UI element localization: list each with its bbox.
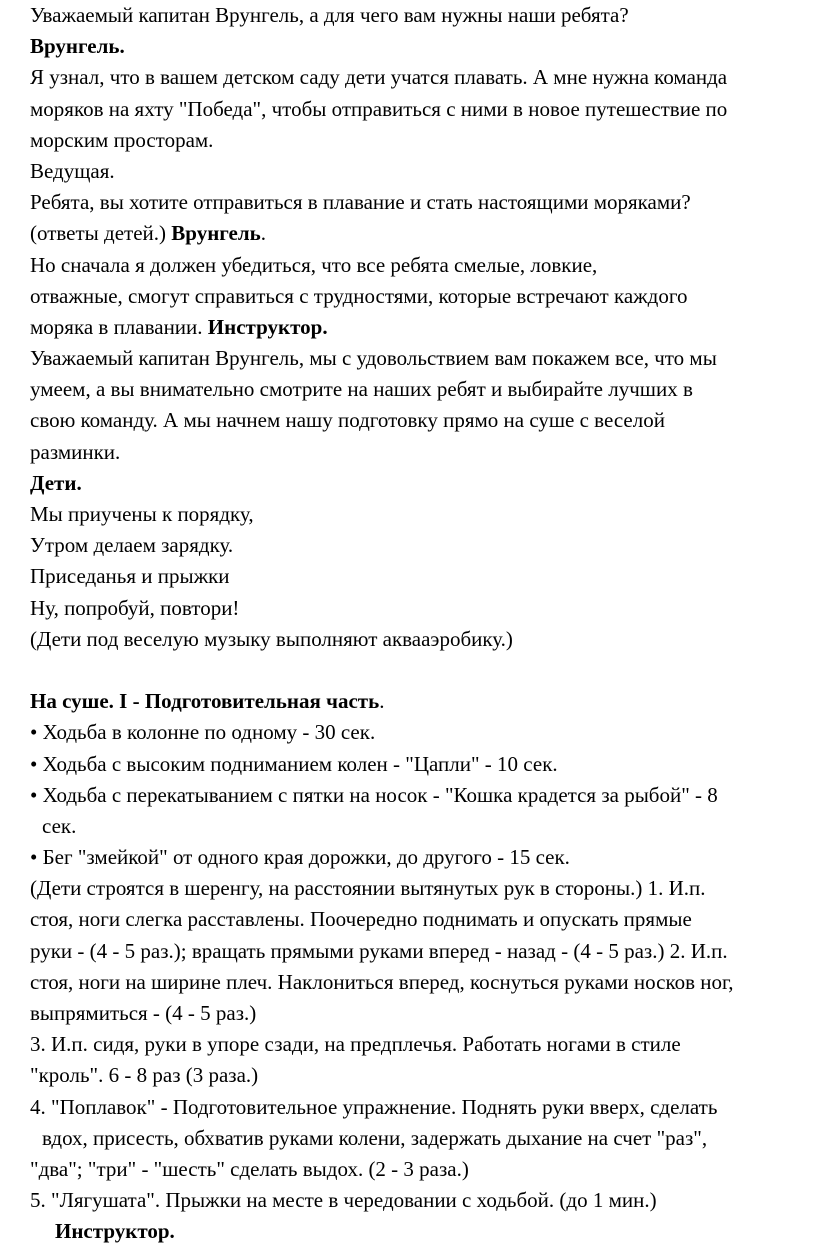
text-line [30,125,816,156]
text-line [30,94,816,125]
text-run: Но сначала я должен убедиться, что все ребята смелые, ловкие, [30,252,598,277]
text-run: вдох, присесть, обхватив руками колени, задержать дыхание на счет "раз", [42,1125,708,1150]
text-run: 4. "Поплавок" - Подготовительное упражнение. Поднять руки вверх, сделать [30,1094,718,1119]
bold-text-run: Инструктор. [207,314,328,339]
text-run: моряка в плавании. [30,314,208,339]
text-run: Ребята, вы хотите отправиться в плавание и стать настоящими моряками? [30,190,691,215]
text-run: Уважаемый капитан Врунгель, мы с удовольствием вам покажем все, что мы [30,346,717,371]
bold-text-run: Дети. [30,470,82,495]
bold-text-run: Инструктор. [55,1219,175,1244]
text-run: моряков на яхту "Победа", чтобы отправиться с ними в новое путешествие по [30,96,728,121]
text-line [30,156,816,187]
text-line [30,561,816,592]
bold-text-run: Врунгель [171,221,261,246]
text-run: • Ходьба с высоким подниманием колен - "Цапли" - 10 сек. [30,751,558,776]
blank-line [30,655,816,686]
text-run: • Ходьба в колонне по одному - 30 сек. [30,720,376,745]
text-line [30,62,816,93]
text-run: Ну, попробуй, повтори! [30,595,240,620]
text-line [30,0,816,31]
text-run: сек. [42,813,77,838]
text-line [30,312,816,343]
text-run: 5. "Лягушата". Прыжки на месте в чередовании с ходьбой. (до 1 мин.) [30,1188,657,1213]
text-run: свою команду. А мы начнем нашу подготовку прямо на суше с веселой [30,408,665,433]
text-line [30,1154,816,1185]
text-line [30,1185,816,1216]
text-line [30,780,816,811]
text-run: Уважаемый капитан Врунгель, а для чего вам нужны наши ребята? [30,3,629,27]
text-line [30,1123,816,1154]
text-line [30,873,816,904]
text-line [30,530,816,561]
bold-text-run: На суше. I - Подготовительная часть [30,689,380,714]
text-run: морским просторам. [30,127,214,152]
text-line [30,1060,816,1091]
text-line [30,218,816,249]
text-run: "два"; "три" - "шесть" сделать выдох. (2 - 3 раза.) [30,1156,469,1181]
text-line [30,343,816,374]
text-line [30,1029,816,1060]
text-line [30,749,816,780]
text-run: (Дети под веселую музыку выполняют аквааэробику.) [30,626,513,651]
text-run: 3. И.п. сидя, руки в упоре сзади, на предплечья. Работать ногами в стиле [30,1032,681,1057]
document-page [30,0,816,1244]
text-run: Ведущая. [30,158,115,183]
text-run: • Ходьба с перекатыванием с пятки на носок - "Кошка крадется за рыбой" - 8 [30,782,718,807]
text-line [30,187,816,218]
text-line [30,998,816,1029]
text-line [30,717,816,748]
text-run: стоя, ноги на ширине плеч. Наклониться вперед, коснуться руками носков ног, [30,969,734,994]
text-line [30,1092,816,1123]
text-run: (Дети строятся в шеренгу, на расстоянии вытянутых рук в стороны.) 1. И.п. [30,876,706,901]
bold-text-run: Врунгель. [30,34,125,59]
text-line [30,405,816,436]
text-run: • Бег "змейкой" от одного края дорожки, до другого - 15 сек. [30,845,570,870]
text-line [30,499,816,530]
text-line [30,624,816,655]
text-run: Утром делаем зарядку. [30,533,234,558]
text-line [30,904,816,935]
text-run: Мы приучены к порядку, [30,502,254,526]
text-line [30,936,816,967]
text-line [30,1216,816,1247]
text-run: руки - (4 - 5 раз.); вращать прямыми руками вперед - назад - (4 - 5 раз.) 2. И.п. [30,938,728,963]
text-line [30,967,816,998]
text-line [30,686,816,717]
text-line [30,593,816,624]
text-line [30,281,816,312]
text-run: разминки. [30,439,121,464]
text-line [30,811,816,842]
text-run: (ответы детей.) [30,221,172,246]
text-run: Я узнал, что в вашем детском саду дети учатся плавать. А мне нужна команда [30,65,728,90]
text-run: . [379,689,385,714]
text-run: умеем, а вы внимательно смотрите на наших ребят и выбирайте лучших в [30,377,693,402]
text-line [30,468,816,499]
text-run: . [260,221,267,246]
text-run: стоя, ноги слегка расставлены. Поочередно поднимать и опускать прямые [30,907,692,932]
text-line [30,374,816,405]
text-line [30,250,816,281]
text-run: выпрямиться - (4 - 5 раз.) [30,1001,257,1025]
text-run: отважные, смогут справиться с трудностями, которые встречают каждого [30,283,688,308]
text-line [30,437,816,468]
text-line [30,842,816,873]
text-line [30,31,816,62]
text-run: "кроль". 6 - 8 раз (3 раза.) [30,1063,259,1088]
text-run: Приседанья и прыжки [30,564,230,589]
